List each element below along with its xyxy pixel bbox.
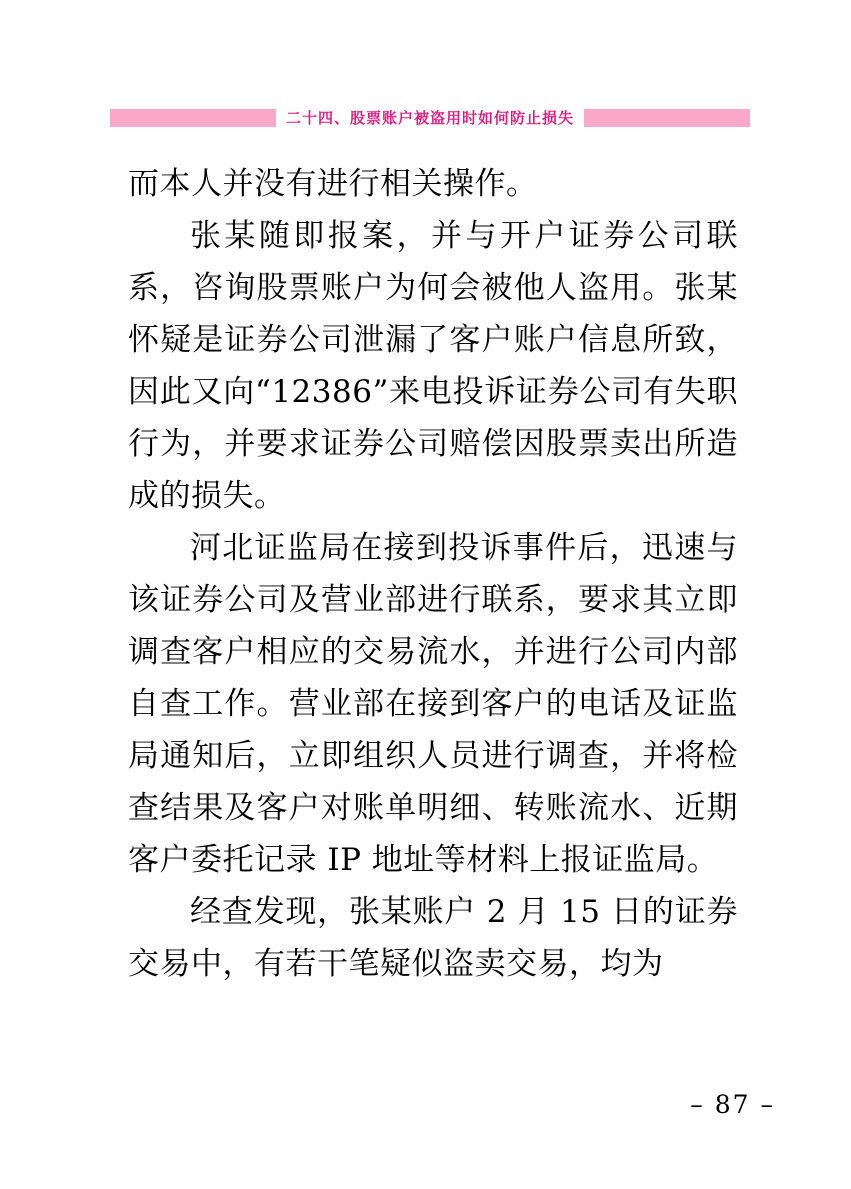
paragraph: 而本人并没有进行相关操作。	[128, 166, 538, 202]
paragraph: 经查发现，张某账户 2 月 15 日的证券交易中，有若干笔疑似盗卖交易，均为	[128, 894, 738, 982]
paragraph: 张某随即报案，并与开户证券公司联系，咨询股票账户为何会被他人盗用。张某怀疑是证券公司泄漏了客户账户信息所致，因此又向“12386”来电投诉证券公司有失职行为，并要求证券公司赔偿因股票卖出所造成的损失。	[128, 218, 738, 514]
page-body	[128, 158, 738, 990]
page-number: – 87 –	[690, 1090, 775, 1119]
header-rule-left	[110, 109, 276, 127]
paragraph: 河北证监局在接到投诉事件后，迅速与该证券公司及营业部进行联系，要求其立即调查客户相应的交易流水，并进行公司内部自查工作。营业部在接到客户的电话及证监局通知后，立即组织人员进行调查，并将检查结果及客户对账单明细、转账流水、近期客户委托记录 IP 地址等材料上报证监局。	[128, 530, 738, 878]
running-header	[110, 103, 750, 133]
header-rule-right	[584, 109, 750, 127]
header-title: 二十四、股票账户被盗用时如何防止损失	[286, 109, 575, 127]
